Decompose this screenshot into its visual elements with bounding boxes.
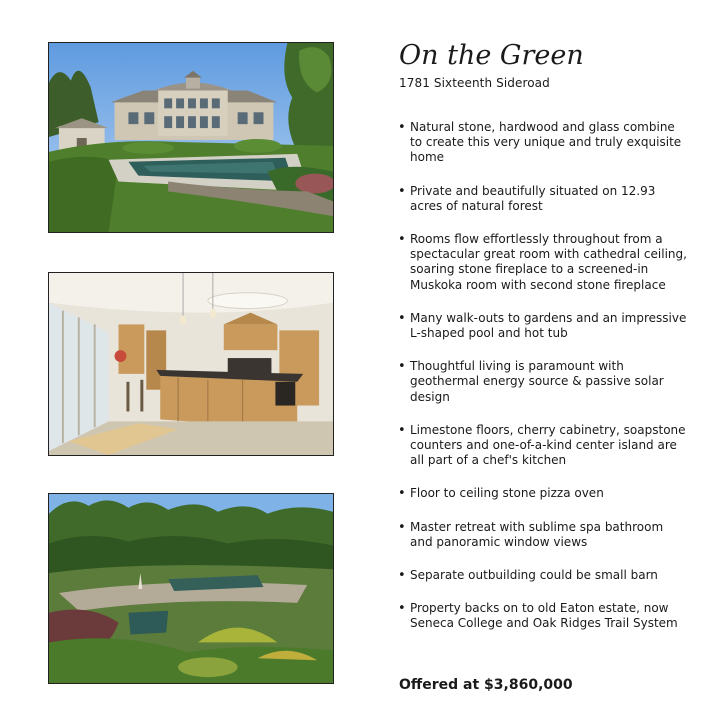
feature-item: • Master retreat with sublime spa bathroom and panoramic window views bbox=[398, 520, 688, 550]
feature-item: • Private and beautifully situated on 12.93 acres of natural forest bbox=[398, 184, 688, 214]
feature-item: • Floor to ceiling stone pizza oven bbox=[398, 486, 688, 501]
feature-list bbox=[398, 120, 688, 650]
listing-title: On the Green bbox=[399, 40, 584, 71]
photo-house-exterior bbox=[48, 42, 334, 233]
photo-kitchen bbox=[48, 272, 334, 456]
feature-item: • Natural stone, hardwood and glass combine to create this very unique and truly exquisite home bbox=[398, 120, 688, 166]
feature-item: • Thoughtful living is paramount with geothermal energy source & passive solar design bbox=[398, 359, 688, 405]
feature-item: • Separate outbuilding could be small barn bbox=[398, 568, 688, 583]
feature-item: • Rooms flow effortlessly throughout from a spectacular great room with cathedral ceiling, soaring stone fireplace to a screened-in Muskoka room with second stone fireplace bbox=[398, 232, 688, 293]
photo-garden bbox=[48, 493, 334, 684]
feature-item: • Property backs on to old Eaton estate, now Seneca College and Oak Ridges Trail System bbox=[398, 601, 688, 631]
feature-item: • Many walk-outs to gardens and an impressive L-shaped pool and hot tub bbox=[398, 311, 688, 341]
listing-price: Offered at $3,860,000 bbox=[399, 677, 573, 693]
feature-item: • Limestone floors, cherry cabinetry, soapstone counters and one-of-a-kind center island are all part of a chef's kitchen bbox=[398, 423, 688, 469]
listing-address: 1781 Sixteenth Sideroad bbox=[399, 76, 550, 90]
